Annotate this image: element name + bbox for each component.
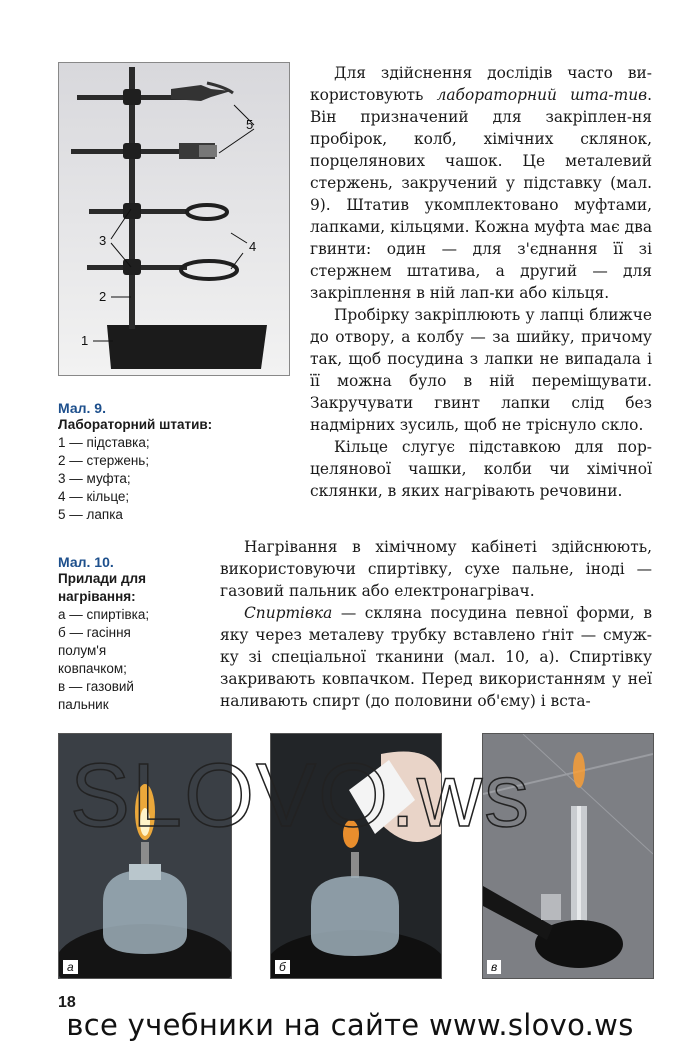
text-column-wide: [220, 536, 652, 712]
caption-item: ковпачком;: [58, 661, 127, 676]
label-5: 5: [246, 117, 254, 132]
paragraph-1: [310, 62, 652, 304]
photo-label-b: б: [275, 960, 290, 974]
photo-label-c: в: [487, 960, 501, 974]
page-number: 18: [58, 994, 76, 1011]
paragraph-5: [220, 602, 652, 712]
figure-9-photo: [58, 62, 290, 376]
paragraph-2: Пробірку закріплюють у лапці ближче до отвору, а колбу — за шийку, причому так, щоб посудина з лапки не випадала і її можна було в ній переміщувати. Закручувати гвинт лапки слід без надмірних зусиль, щоб не тріснуло скло.: [310, 306, 652, 434]
paragraph-4: Нагрівання в хімічному кабінеті здійснюють, використовуючи спиртівку, сухе пальне, іноді — газовий пальник або електронагрівач.: [220, 538, 652, 600]
paragraph-3: Кільце слугує підставкою для пор-целянової чашки, колби чи хімічної склянки, в яких нагрівають речовини.: [310, 438, 652, 500]
caption-item: полум'я: [58, 643, 107, 658]
text-column-right: [310, 62, 652, 502]
paragraph-1-text: Для здійснення дослідів часто ви-користовують: [310, 64, 652, 104]
label-4: 4: [249, 239, 257, 254]
photo-label-a: а: [63, 960, 78, 974]
caption-item: б — гасіння: [58, 625, 131, 640]
caption-item: 4 — кільце;: [58, 489, 130, 504]
caption-item: 3 — муфта;: [58, 471, 131, 486]
figure-9-caption-subtitle: Лабораторний штатив:: [58, 417, 213, 432]
label-1: 1: [81, 333, 89, 348]
label-2: 2: [99, 289, 107, 304]
figure-10-caption-title: Мал. 10.: [58, 554, 114, 570]
caption-item: в — газовий: [58, 679, 134, 694]
label-3: 3: [99, 233, 107, 248]
caption-item: 2 — стержень;: [58, 453, 150, 468]
figure-10-caption-line: Прилади для: [58, 571, 146, 586]
caption-item: 5 — лапка: [58, 507, 123, 522]
caption-item: пальник: [58, 697, 109, 712]
footer-banner: все учебники на сайте www.slovo.ws: [66, 1008, 634, 1042]
figure-9-caption-title: Мал. 9.: [58, 400, 106, 416]
figure-10-caption-line: нагрівання:: [58, 589, 136, 604]
figure-9-caption: [58, 400, 248, 524]
figure-10-caption: [58, 554, 208, 714]
lab-stand-illustration: [59, 63, 289, 375]
paragraph-1-text-cont: . Він призначений для закріплен-ня пробірок, колб, хімічних склянок, порцелянових чашок. Це металевий стержень, закручений у підставку (мал. 9). Штатив укомплектовано муфтами, лапками, кільцями. Кожна муфта має два гвинти: один — для з'єднання її зі стержнем штатива, а другий — для закріплення в ній лап-ки або кільця.: [310, 86, 652, 302]
caption-item: 1 — підставка;: [58, 435, 150, 450]
caption-item: а — спиртівка;: [58, 607, 150, 622]
term-lab-stand: лабораторний шта-тив: [436, 86, 648, 104]
term-spirit-lamp: Спиртівка: [244, 604, 333, 622]
watermark: SLOVO.ws: [70, 746, 532, 846]
paragraph-5-text: — скляна посудина певної форми, в яку через металеву трубку вставлено ґніт — смуж-ку зі спеціальної тканини (мал. 10, а). Спиртівку закривають ковпачком. Перед використанням у неї наливають спирт (до половини об'єму) і вста-: [220, 604, 652, 710]
